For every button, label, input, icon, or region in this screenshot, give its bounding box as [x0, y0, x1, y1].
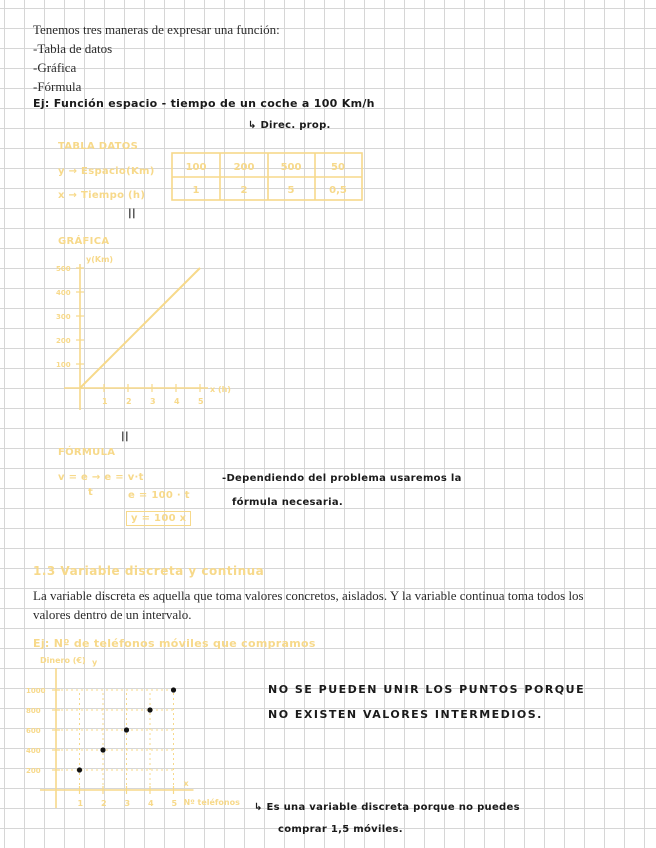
- table-heading: TABLA DATOS: [58, 141, 139, 152]
- formula-note: -Dependiendo del problema usaremos la: [222, 473, 462, 484]
- conclusion-text: Es una variable discreta porque no puedes: [266, 802, 520, 813]
- intro-line: Tenemos tres maneras de expresar una función:: [33, 22, 280, 37]
- y-axis-name: y: [92, 658, 98, 667]
- x-tick-label: 4: [148, 799, 154, 808]
- y-axis-label: Dinero (€): [40, 656, 86, 665]
- formula-heading: FÓRMULA: [58, 447, 116, 458]
- y-tick-label: 300: [56, 313, 71, 321]
- x-axis-name: x: [183, 779, 189, 788]
- x-tick-label: 3: [124, 799, 131, 808]
- y-tick-label: 400: [26, 747, 41, 755]
- table-cell: 0,5: [329, 185, 347, 196]
- example2-title: Ej: Nº de teléfonos móviles que compramos: [33, 637, 316, 650]
- formula-result: y = 100 x: [126, 511, 191, 526]
- conclusion-note: comprar 1,5 móviles.: [278, 824, 403, 835]
- example1-title: Ej: Función espacio - tiempo de un coche a 100 Km/h: [33, 97, 375, 110]
- x-tick-label: 5: [171, 799, 178, 808]
- data-point: [124, 727, 129, 732]
- equivalence-mark: ||: [121, 431, 129, 442]
- y-tick-label: 1000: [26, 687, 46, 695]
- table-cell: 200: [233, 162, 255, 173]
- y-axis-label: y(Km): [86, 255, 114, 264]
- data-point: [77, 767, 82, 772]
- intro-line: -Fórmula: [33, 79, 82, 94]
- data-point: [171, 687, 176, 692]
- formula-step1: v = e → e = v·t: [58, 472, 144, 483]
- formula-note: fórmula necesaria.: [232, 497, 343, 508]
- table-row2-label: x → Tiempo (h): [58, 190, 146, 201]
- data-table-grid: [170, 151, 365, 203]
- y-tick-label: 200: [56, 337, 71, 345]
- discrete-note: NO EXISTEN VALORES INTERMEDIOS.: [268, 708, 543, 721]
- y-tick-label: 800: [26, 707, 41, 715]
- table-cell: 5: [287, 185, 295, 196]
- table-cell: 100: [185, 162, 207, 173]
- x-tick-label: 5: [198, 397, 204, 406]
- data-point: [147, 707, 152, 712]
- discrete-note: NO SE PUEDEN UNIR LOS PUNTOS PORQUE: [268, 683, 586, 696]
- x-tick-label: 4: [174, 397, 180, 406]
- x-tick-label: 2: [126, 397, 132, 406]
- table-cell: 500: [280, 162, 302, 173]
- x-axis-label: Nº teléfonos: [183, 798, 240, 807]
- y-tick-label: 600: [26, 727, 41, 735]
- x-tick-label: 3: [150, 397, 156, 406]
- formula-step2: e = 100 · t: [128, 490, 190, 501]
- graph1-heading: GRÁFICA: [58, 236, 110, 247]
- corner-arrow-icon: ↳: [254, 802, 267, 813]
- y-tick-label: 200: [26, 767, 41, 775]
- graph2-chart: [14, 650, 274, 815]
- data-point: [100, 747, 105, 752]
- table-cell: 1: [192, 185, 200, 196]
- conclusion-note: [254, 802, 520, 813]
- y-tick-label: 400: [56, 289, 71, 297]
- intro-line: -Tabla de datos: [33, 41, 113, 56]
- series-line: [80, 268, 200, 388]
- example1-note: ↳ Direc. prop.: [248, 120, 331, 131]
- definition-paragraph: La variable discreta es aquella que toma valores concretos, aislados. Y la variable continua toma todos los valores dentro de un intervalo.: [33, 588, 584, 622]
- intro-line: -Gráfica: [33, 60, 77, 75]
- graph1-chart: [18, 250, 258, 430]
- intro-text: [33, 20, 280, 96]
- table-cell: 50: [331, 162, 345, 173]
- x-tick-label: 1: [102, 397, 108, 406]
- x-tick-label: 1: [77, 799, 84, 808]
- table-row1-label: y → Espacio(Km): [58, 166, 155, 177]
- x-tick-label: 2: [101, 799, 107, 808]
- section-title: 1.3 Variable discreta y continua: [33, 564, 265, 578]
- formula-step1-denominator: t: [88, 487, 94, 498]
- y-tick-label: 500: [56, 265, 71, 273]
- table-cell: 2: [240, 185, 248, 196]
- y-tick-label: 100: [56, 361, 71, 369]
- equivalence-mark: ||: [128, 208, 136, 219]
- x-axis-label: x (h): [210, 385, 231, 394]
